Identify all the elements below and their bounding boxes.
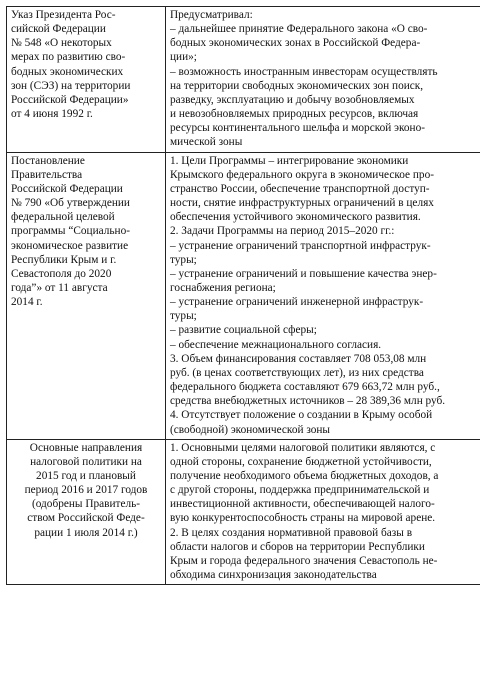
act-content-cell bbox=[166, 439, 480, 585]
text-line: ресурсы континентального шельфа и морской эконо- bbox=[170, 122, 426, 135]
text-line: средства внебюджетных источников – 28 389,36 млн руб. bbox=[170, 395, 446, 408]
table-row-resolution-790 bbox=[7, 152, 480, 439]
text-line: получение необходимого объема бюджетных доходов, а bbox=[170, 470, 439, 482]
act-content-cell bbox=[166, 7, 480, 153]
text-line: Российской Федерации bbox=[11, 182, 123, 195]
text-line: программы “Социально- bbox=[11, 225, 130, 238]
text-line: Крым и города федерального значения Севастополь не- bbox=[170, 554, 438, 567]
text-line: (свободной) экономической зоны bbox=[170, 423, 331, 436]
text-line: экономическое развитие bbox=[11, 239, 129, 252]
text-line: (одобрены Правитель- bbox=[31, 498, 141, 511]
text-line: – обеспечение межнационального согласия. bbox=[170, 338, 382, 351]
text-line: ством Российской Феде- bbox=[27, 512, 145, 525]
text-line: Основные направления bbox=[29, 441, 143, 454]
text-line: ности, снятие инфраструктурных ограничений в целях bbox=[170, 197, 434, 210]
text-line: одной стороны, сохранение бюджетной устойчивости, bbox=[170, 455, 432, 468]
text-line: № 548 «О некоторых bbox=[11, 37, 112, 50]
text-line: – дальнейшее принятие Федерального закона «О сво- bbox=[170, 23, 428, 36]
text-line: 2014 г. bbox=[11, 296, 43, 309]
text-line: года”» от 11 августа bbox=[11, 281, 108, 294]
text-line: и невозобновляемых природных ресурсов, включая bbox=[170, 108, 419, 121]
text-line: зон (СЭЗ) на территории bbox=[11, 79, 131, 92]
text-line: налоговой политики на bbox=[30, 455, 142, 468]
text-line: Республики Крым и г. bbox=[11, 253, 117, 266]
text-line: Предусматривал: bbox=[170, 9, 253, 21]
text-line: инвестиционной активности, обеспечивающей налого- bbox=[170, 498, 435, 511]
text-line: – устранение ограничений и повышение качества энер- bbox=[170, 267, 437, 280]
text-line: сийской Федерации bbox=[11, 23, 106, 36]
text-line: № 790 «Об утверждении bbox=[11, 197, 130, 210]
text-line: странство России, обеспечение транспортной доступ- bbox=[170, 182, 430, 195]
text-line: 2015 год и плановый bbox=[36, 470, 136, 482]
text-line: обеспечения устойчивого экономического развития. bbox=[170, 211, 421, 224]
table-row-tax-policy bbox=[7, 439, 480, 585]
text-line: туры; bbox=[170, 310, 197, 323]
text-line: бодных экономических bbox=[11, 65, 124, 78]
text-line: ции»; bbox=[170, 51, 197, 64]
text-line: вую конкурентоспособность страны на мировой арене. bbox=[170, 512, 436, 525]
text-line: период 2016 и 2017 годов bbox=[24, 484, 148, 497]
text-line: – устранение ограничений инженерной инфраструк- bbox=[170, 296, 424, 309]
text-line: обходима синхронизация законодательства bbox=[170, 569, 377, 582]
text-line: – развитие социальной сферы; bbox=[170, 324, 317, 337]
legal-acts-table bbox=[6, 6, 480, 585]
text-line: мерах по развитию сво- bbox=[11, 51, 126, 64]
text-line: 1. Основными целями налоговой политики являются, с bbox=[170, 441, 436, 454]
act-content-cell bbox=[166, 152, 480, 439]
text-line: мической зоны bbox=[170, 136, 243, 149]
text-line: с другой стороны, поддержка предпринимательской и bbox=[170, 484, 430, 497]
text-line: федеральной целевой bbox=[11, 211, 115, 224]
text-line: 2. Задачи Программы на период 2015–2020 гг.: bbox=[170, 225, 395, 238]
text-line: 1. Цели Программы – интегрирование экономики bbox=[170, 154, 409, 167]
text-line: на территории свободных экономических зон поиск, bbox=[170, 79, 424, 92]
text-line: 3. Объем финансирования составляет 708 053,08 млн bbox=[170, 352, 427, 365]
text-line: Правительства bbox=[11, 168, 83, 181]
text-line: от 4 июня 1992 г. bbox=[11, 108, 93, 121]
text-line: Крымского федерального округа в экономическое про- bbox=[170, 168, 434, 181]
table-row-decree-548 bbox=[7, 7, 480, 153]
text-line: федерального бюджета составляют 679 663,72 млн руб., bbox=[170, 381, 440, 394]
text-line: области налогов и сборов на территории Республики bbox=[170, 540, 425, 553]
text-line: туры; bbox=[170, 253, 197, 266]
text-line: Севастополя до 2020 bbox=[11, 267, 112, 280]
text-line: 4. Отсутствует положение о создании в Крыму особой bbox=[170, 409, 433, 422]
text-line: бодных экономических зонах в Российской Федера- bbox=[170, 37, 421, 50]
act-name-cell bbox=[7, 7, 166, 153]
text-line: руб. (в ценах соответствующих лет), из них средства bbox=[170, 366, 424, 379]
text-line: Указ Президента Рос- bbox=[11, 9, 116, 21]
text-line: 2. В целях создания нормативной правовой базы в bbox=[170, 526, 413, 539]
act-name-cell bbox=[7, 439, 166, 585]
act-name-cell bbox=[7, 152, 166, 439]
text-line: – устранение ограничений транспортной инфраструк- bbox=[170, 239, 431, 252]
text-line: разведку, эксплуатацию и добычу возобновляемых bbox=[170, 93, 415, 106]
text-line: Постановление bbox=[11, 154, 85, 167]
text-line: госнабжения региона; bbox=[170, 281, 276, 294]
text-line: рации 1 июля 2014 г.) bbox=[34, 526, 138, 539]
text-line: – возможность иностранным инвесторам осуществлять bbox=[170, 65, 438, 78]
text-line: Российской Федерации» bbox=[11, 93, 129, 106]
